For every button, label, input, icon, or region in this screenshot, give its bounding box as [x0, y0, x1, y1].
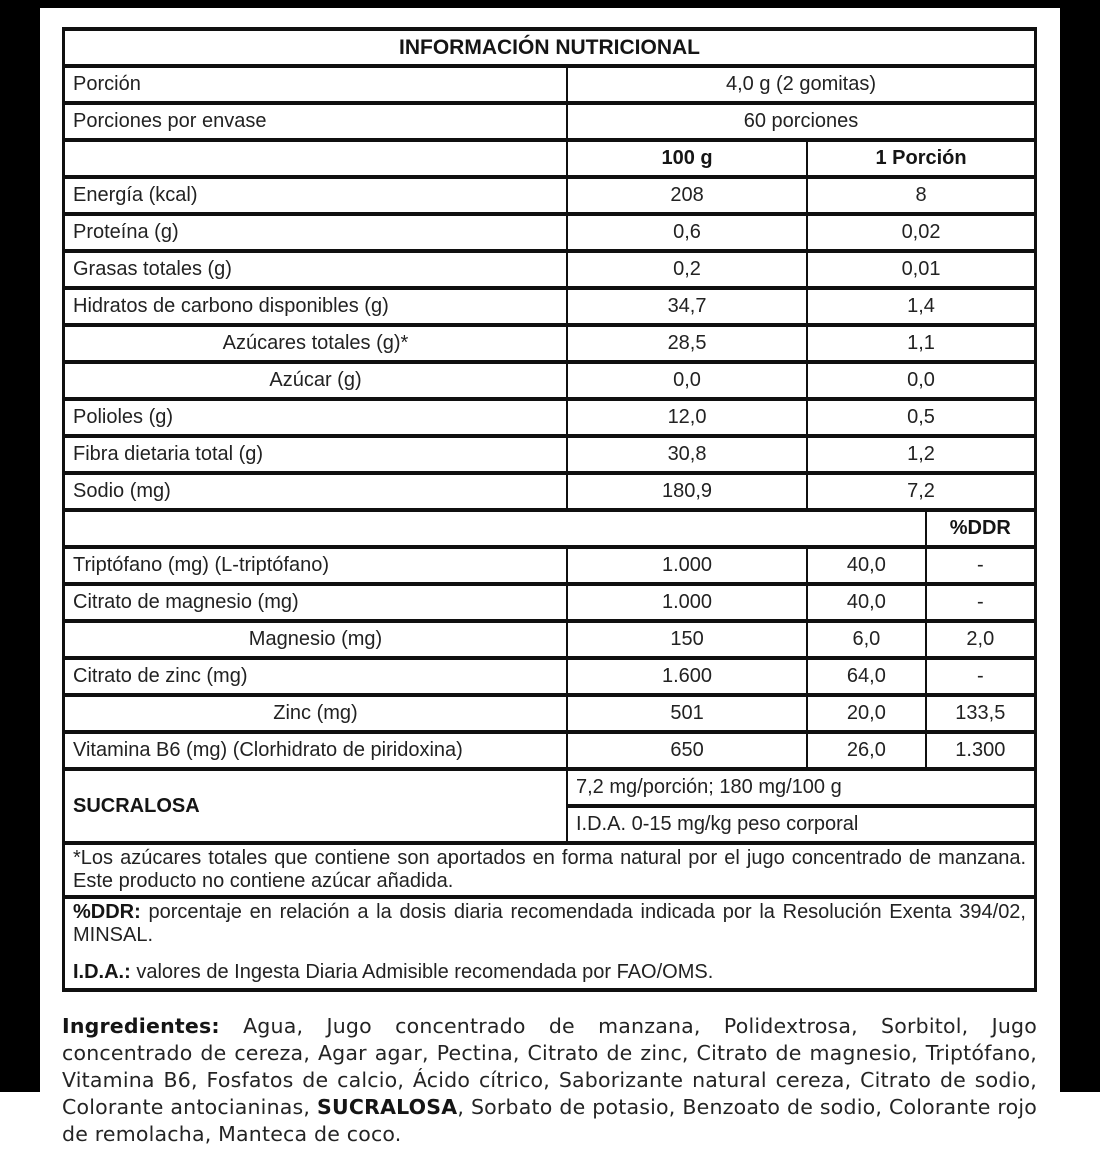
ingredients-list-part-1: Agua, Jugo concentrado de manzana, Polidextrosa, Sorbitol, Jugo concentrado de cereza, Agar agar, Pectina, Citrato de zinc, Citrato de magnesio, Triptófano, Vitamina B6, Fosfatos de calcio, Ácido cítrico, Saborizante natural cereza, Citrato de sodio, Colorante antocianinas,	[62, 1014, 1037, 1119]
nutrient-sublabel: Azúcares totales (g)*	[64, 325, 568, 362]
column-header-row	[64, 140, 1036, 177]
nutrient-per-100g: 0,6	[567, 214, 807, 251]
ingredients-paragraph	[62, 1013, 1037, 1148]
sucralosa-label: SUCRALOSA	[64, 769, 568, 843]
table-row	[64, 584, 1036, 621]
nutrition-facts-table	[62, 27, 1037, 992]
nutrient-per-portion: 7,2	[807, 473, 1035, 510]
label-content-area	[40, 8, 1060, 1169]
asterisk-footnote-row	[64, 843, 1036, 897]
table-row	[64, 473, 1036, 510]
servings-per-container-value: 60 porciones	[567, 103, 1036, 140]
nutrient-per-portion: 1,2	[807, 436, 1035, 473]
table-row	[64, 362, 1036, 399]
photo-left-black-bar	[0, 0, 40, 1092]
serving-size-row	[64, 66, 1036, 103]
table-row	[64, 547, 1036, 584]
nutrient-ddr-percent: 2,0	[926, 621, 1036, 658]
table-title-row	[64, 29, 1036, 66]
nutrient-per-100g: 208	[567, 177, 807, 214]
sucralosa-amount: 7,2 mg/porción; 180 mg/100 g	[567, 769, 1036, 806]
ddr-definition-text: porcentaje en relación a la dosis diaria recomendada indicada por la Resolución Exenta 394/02, MINSAL.	[73, 901, 1026, 946]
nutrient-per-100g: 1.000	[567, 547, 807, 584]
nutrient-per-100g: 1.600	[567, 658, 807, 695]
nutrient-per-100g: 650	[567, 732, 807, 769]
sucralosa-ida: I.D.A. 0-15 mg/kg peso corporal	[567, 806, 1036, 843]
table-row	[64, 214, 1036, 251]
nutrient-per-100g: 0,0	[567, 362, 807, 399]
column-header-ddr: %DDR	[926, 510, 1036, 547]
nutrient-per-100g: 501	[567, 695, 807, 732]
serving-size-label: Porción	[64, 66, 568, 103]
nutrient-per-portion: 64,0	[807, 658, 926, 695]
nutrient-per-portion: 0,01	[807, 251, 1035, 288]
ida-definition	[73, 961, 1026, 984]
ida-definition-text: valores de Ingesta Diaria Admisible recomendada por FAO/OMS.	[130, 961, 714, 983]
nutrient-per-100g: 1.000	[567, 584, 807, 621]
nutrient-per-portion: 0,0	[807, 362, 1035, 399]
table-row	[64, 695, 1036, 732]
table-row	[64, 658, 1036, 695]
nutrient-per-100g: 34,7	[567, 288, 807, 325]
nutrient-per-100g: 28,5	[567, 325, 807, 362]
ingredients-label: Ingredientes:	[62, 1014, 220, 1038]
nutrient-per-portion: 1,4	[807, 288, 1035, 325]
nutrient-label: Hidratos de carbono disponibles (g)	[64, 288, 568, 325]
nutrient-per-100g: 150	[567, 621, 807, 658]
column-header-100g: 100 g	[567, 140, 807, 177]
table-row	[64, 251, 1036, 288]
nutrient-per-100g: 12,0	[567, 399, 807, 436]
column-header-spacer	[64, 140, 568, 177]
table-row	[64, 436, 1036, 473]
nutrient-label: Polioles (g)	[64, 399, 568, 436]
nutrient-per-portion: 6,0	[807, 621, 926, 658]
nutrient-per-100g: 30,8	[567, 436, 807, 473]
nutrient-label: Grasas totales (g)	[64, 251, 568, 288]
definitions-footnote-row	[64, 897, 1036, 990]
sucralosa-row-1	[64, 769, 1036, 806]
ddr-definition	[73, 901, 1026, 947]
nutrient-per-portion: 40,0	[807, 584, 926, 621]
table-row	[64, 288, 1036, 325]
nutrient-per-100g: 180,9	[567, 473, 807, 510]
ingredients-sucralosa: SUCRALOSA	[317, 1095, 458, 1119]
nutrient-ddr-percent: -	[926, 658, 1036, 695]
ddr-definition-term: %DDR:	[73, 901, 141, 923]
nutrient-label: Energía (kcal)	[64, 177, 568, 214]
table-row	[64, 399, 1036, 436]
nutrient-per-100g: 0,2	[567, 251, 807, 288]
nutrient-ddr-percent: 133,5	[926, 695, 1036, 732]
nutrient-sublabel: Zinc (mg)	[64, 695, 568, 732]
table-row	[64, 177, 1036, 214]
table-row	[64, 621, 1036, 658]
asterisk-footnote: *Los azúcares totales que contiene son aportados en forma natural por el jugo concentrado de manzana. Este producto no contiene azúcar añadida.	[64, 843, 1036, 897]
nutrient-label: Citrato de magnesio (mg)	[64, 584, 568, 621]
table-title: INFORMACIÓN NUTRICIONAL	[64, 29, 1036, 66]
nutrient-per-portion: 1,1	[807, 325, 1035, 362]
ida-definition-term: I.D.A.:	[73, 961, 131, 983]
nutrient-per-portion: 0,5	[807, 399, 1035, 436]
nutrient-per-portion: 20,0	[807, 695, 926, 732]
nutrient-label: Triptófano (mg) (L-triptófano)	[64, 547, 568, 584]
nutrient-label: Vitamina B6 (mg) (Clorhidrato de piridoxina)	[64, 732, 568, 769]
nutrient-per-portion: 0,02	[807, 214, 1035, 251]
nutrient-label: Sodio (mg)	[64, 473, 568, 510]
nutrient-per-portion: 8	[807, 177, 1035, 214]
ddr-header-row	[64, 510, 1036, 547]
nutrient-label: Proteína (g)	[64, 214, 568, 251]
photo-right-black-bar	[1060, 0, 1100, 1092]
servings-per-container-row	[64, 103, 1036, 140]
table-row	[64, 325, 1036, 362]
servings-per-container-label: Porciones por envase	[64, 103, 568, 140]
table-row	[64, 732, 1036, 769]
nutrient-label: Citrato de zinc (mg)	[64, 658, 568, 695]
nutrient-label: Fibra dietaria total (g)	[64, 436, 568, 473]
nutrient-per-portion: 40,0	[807, 547, 926, 584]
photo-top-black-bar	[0, 0, 1100, 8]
nutrient-ddr-percent: -	[926, 584, 1036, 621]
nutrient-ddr-percent: 1.300	[926, 732, 1036, 769]
ingredients-list-part-2: , Sorbato de potasio, Benzoato de sodio, Colorante rojo de remolacha, Manteca de coco.	[62, 1095, 1037, 1146]
nutrient-per-portion: 26,0	[807, 732, 926, 769]
definitions-footnote	[64, 897, 1036, 990]
nutrient-sublabel: Magnesio (mg)	[64, 621, 568, 658]
ddr-header-spacer	[64, 510, 926, 547]
nutrient-sublabel: Azúcar (g)	[64, 362, 568, 399]
serving-size-value: 4,0 g (2 gomitas)	[567, 66, 1036, 103]
nutrient-ddr-percent: -	[926, 547, 1036, 584]
column-header-portion: 1 Porción	[807, 140, 1035, 177]
